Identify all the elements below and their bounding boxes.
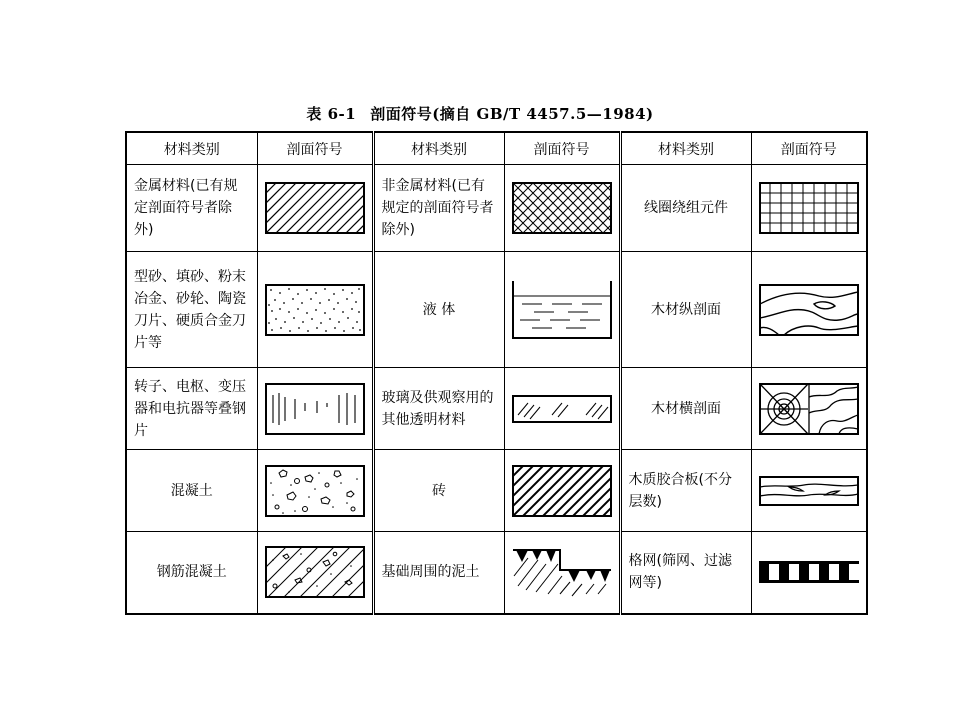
grid-icon xyxy=(751,165,867,252)
wood-longitudinal-icon xyxy=(751,252,867,368)
material-name: 非金属材料(已有规定的剖面符号者除外) xyxy=(373,165,504,252)
header-material: 材料类别 xyxy=(620,132,751,165)
wood-cross-icon xyxy=(751,368,867,450)
material-name: 金属材料(已有规定剖面符号者除外) xyxy=(126,165,257,252)
plywood-icon xyxy=(751,450,867,532)
material-name: 砖 xyxy=(373,450,504,532)
table-title: 剖面符号(摘自 GB/T 4457.5—1984) xyxy=(370,105,654,123)
material-name: 线圈绕组元件 xyxy=(620,165,751,252)
material-name: 液 体 xyxy=(373,252,504,368)
glass-icon xyxy=(504,368,620,450)
table-row xyxy=(126,450,867,532)
table-caption xyxy=(0,103,960,124)
section-symbols-table xyxy=(125,131,868,615)
header-material: 材料类别 xyxy=(373,132,504,165)
mesh-icon xyxy=(751,532,867,614)
material-name: 型砂、填砂、粉末冶金、砂轮、陶瓷刀片、硬质合金刀片等 xyxy=(126,252,257,368)
table-row xyxy=(126,368,867,450)
brick-icon xyxy=(504,450,620,532)
material-name: 基础周围的泥土 xyxy=(373,532,504,614)
material-name: 木材横剖面 xyxy=(620,368,751,450)
dots-icon xyxy=(257,252,373,368)
material-name: 木材纵剖面 xyxy=(620,252,751,368)
header-symbol: 剖面符号 xyxy=(257,132,373,165)
laminated-steel-icon xyxy=(257,368,373,450)
reinforced-concrete-icon xyxy=(257,532,373,614)
cross-hatch-icon xyxy=(504,165,620,252)
header-material: 材料类别 xyxy=(126,132,257,165)
diagonal-hatch-icon xyxy=(257,165,373,252)
concrete-icon xyxy=(257,450,373,532)
table-number: 表 6-1 xyxy=(306,105,357,123)
header-symbol: 剖面符号 xyxy=(504,132,620,165)
table-row xyxy=(126,252,867,368)
material-name: 木质胶合板(不分层数) xyxy=(620,450,751,532)
material-name: 混凝土 xyxy=(126,450,257,532)
liquid-icon xyxy=(504,252,620,368)
material-name: 格网(筛网、过滤网等) xyxy=(620,532,751,614)
material-name: 钢筋混凝土 xyxy=(126,532,257,614)
table-header-row xyxy=(126,132,867,165)
material-name: 玻璃及供观察用的其他透明材料 xyxy=(373,368,504,450)
material-name: 转子、电枢、变压器和电抗器等叠钢片 xyxy=(126,368,257,450)
soil-icon xyxy=(504,532,620,614)
table-row xyxy=(126,532,867,614)
table-row xyxy=(126,165,867,252)
header-symbol: 剖面符号 xyxy=(751,132,867,165)
